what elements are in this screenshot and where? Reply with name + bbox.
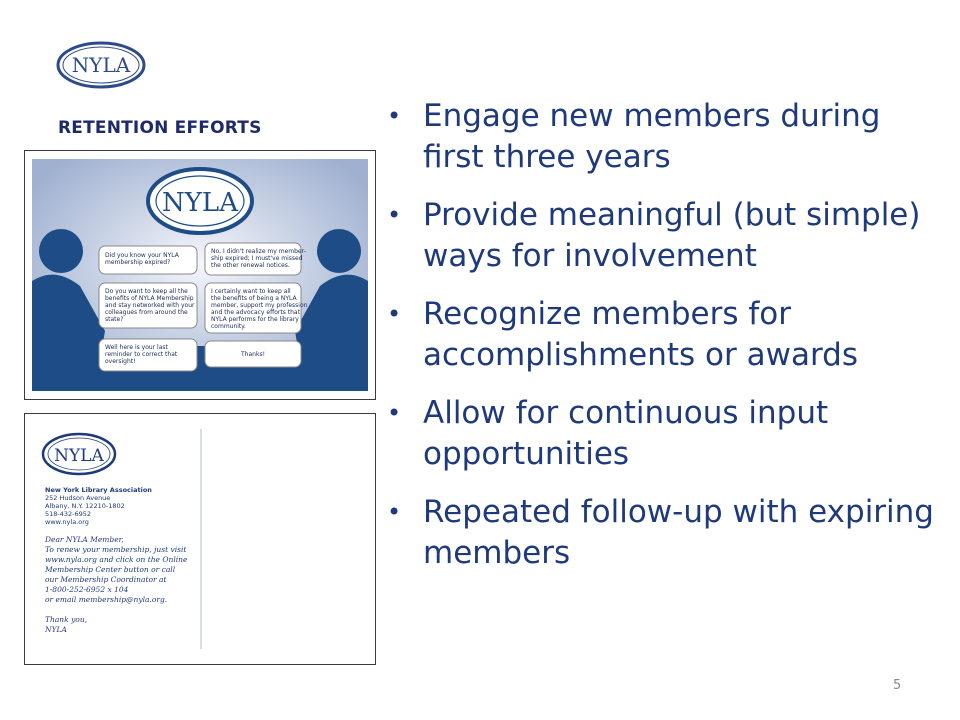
svg-text:No, I didn't realize my member: No, I didn't realize my member-ship expired; I must've missed the other renewal notices. — [211, 248, 306, 269]
svg-text:Thanks!: Thanks! — [241, 351, 265, 358]
postcard-logo-text: NYLA — [54, 446, 104, 466]
bullet-item: • Engage new members during first three years — [387, 98, 881, 175]
cartoon-logo-text: NYLA — [162, 188, 238, 218]
svg-text:Well here is your lastreminder: Well here is your last reminder to correct that oversight! — [105, 344, 178, 365]
svg-text:Do you want to keep all theben: Do you want to keep all the benefits of NYLA Membership and stay networked with your colleagues from around the state? — [105, 288, 195, 323]
svg-text:Dear NYLA Member,To renew your: Dear NYLA Member, To renew your membership, just visit www.nyla.org and click on the Online Membership Center button or call our Membership Coordinator at 1-800-252-6952 x 104 or email membership@nyla.org. Thank you, NYLA — [45, 535, 188, 634]
svg-text:New York Library Association: New York Library Association — [45, 486, 152, 494]
bullet-item: • Provide meaningful (but simple) ways for involvement — [387, 197, 921, 274]
cartoon-image — [24, 150, 376, 400]
right-bubbles — [205, 243, 308, 367]
postcard-image — [24, 413, 376, 665]
page-number: 5 — [893, 678, 902, 693]
left-bubbles — [99, 246, 197, 371]
nyla-logo — [55, 40, 147, 90]
bullet-item: • Repeated follow-up with expiring members — [387, 494, 934, 571]
section-heading: RETENTION EFFORTS — [58, 118, 262, 138]
bullet-item: • Recognize members for accomplishments or awards — [387, 296, 858, 373]
bullet-list — [385, 96, 945, 591]
svg-text:I certainly want to keep allth: I certainly want to keep all the benefits of being a NYLA member, support my profession and the advocacy efforts that NYLA performs for the library community. — [211, 288, 308, 330]
logo-text: NYLA — [71, 53, 131, 77]
svg-text:Did you know your NYLAmembersh: Did you know your NYLA membership expired? — [105, 252, 179, 266]
svg-text:252 Hudson AvenueAlbany, N.Y.: 252 Hudson Avenue Albany, N.Y. 12210-1802 518-432-6952 www.nyla.org — [45, 494, 125, 526]
bullet-item: • Allow for continuous input opportunities — [387, 395, 829, 472]
